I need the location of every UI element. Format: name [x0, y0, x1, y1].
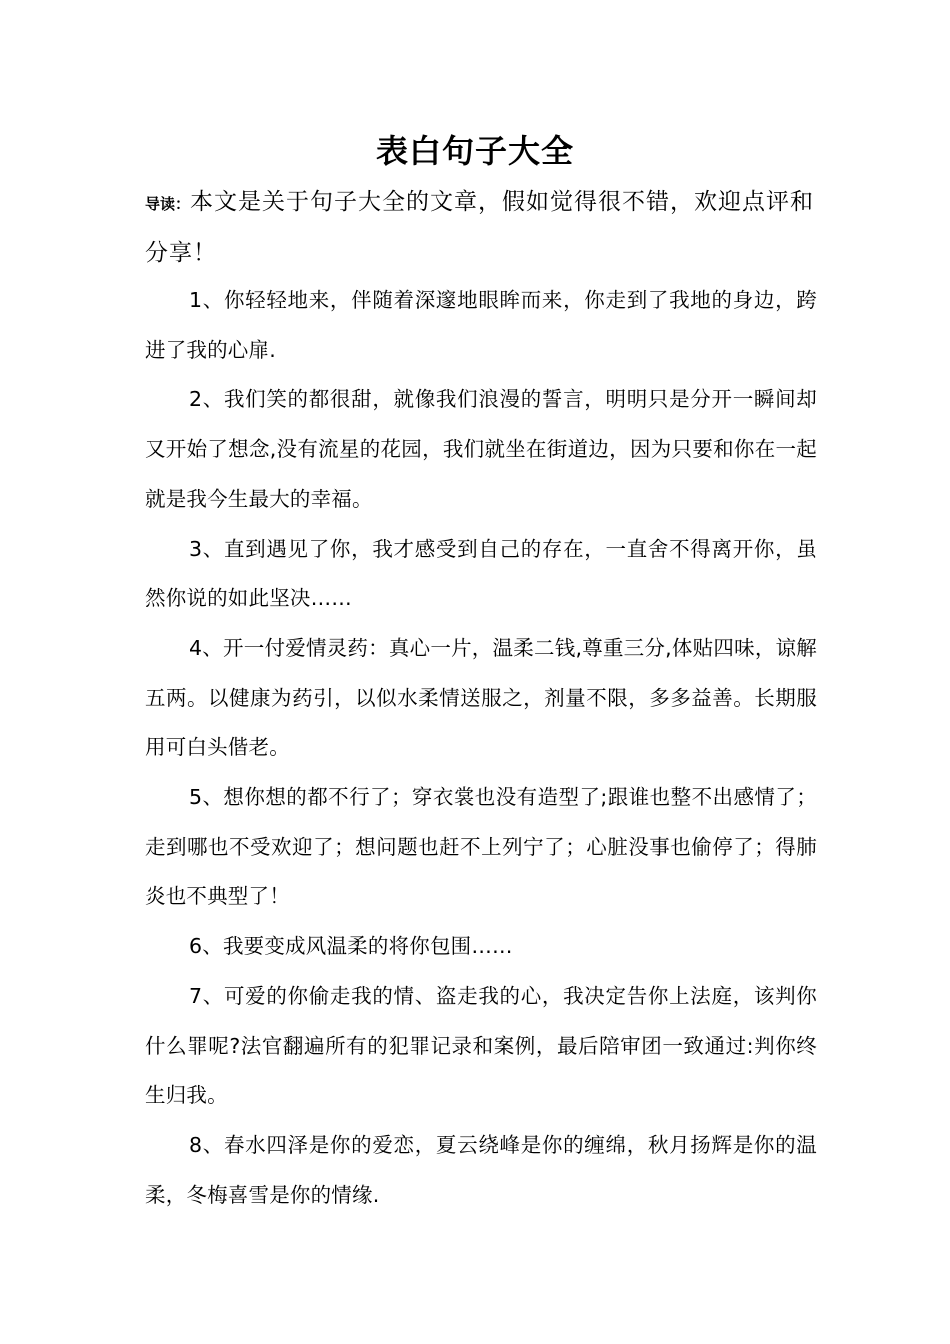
- paragraph-5: 5、想你想的都不行了；穿衣裳也没有造型了;跟谁也整不出感情了；走到哪也不受欢迎了；想问题也赶不上列宁了；心脏没事也偷停了；得肺炎也不典型了！: [145, 785, 817, 909]
- paragraph-7: 7、可爱的你偷走我的情、盗走我的心，我决定告你上法庭，该判你什么罪呢?法官翻遍所有的犯罪记录和案例，最后陪审团一致通过:判你终生归我。: [145, 983, 817, 1108]
- paragraph-4: 4、开一付爱情灵药：真心一片，温柔二钱,尊重三分,体贴四味，谅解五两。以健康为药引，以似水柔情送服之，剂量不限，多多益善。长期服用可白头偕老。: [145, 635, 817, 760]
- paragraph-2: 2、我们笑的都很甜，就像我们浪漫的誓言，明明只是分开一瞬间却又开始了想念,没有流星的花园，我们就坐在街道边，因为只要和你在一起就是我今生最大的幸福。: [145, 387, 817, 511]
- paragraph-1: 1、你轻轻地来，伴随着深邃地眼眸而来，你走到了我地的身边，跨进了我的心扉.: [145, 288, 817, 362]
- intro-block: [145, 178, 815, 278]
- paragraph-6: 6、我要变成风温柔的将你包围……: [189, 934, 513, 959]
- paragraph-list: [145, 276, 817, 1220]
- paragraph-8: 8、春水四泽是你的爱恋，夏云绕峰是你的缠绵，秋月扬辉是你的温柔，冬梅喜雪是你的情缘.: [145, 1132, 817, 1207]
- paragraph-3: 3、直到遇见了你，我才感受到自己的存在，一直舍不得离开你，虽然你说的如此坚决……: [145, 536, 817, 611]
- intro-text: 本文是关于句子大全的文章，假如觉得很不错，欢迎点评和分享！: [145, 189, 815, 266]
- intro-label: 导读：: [145, 195, 191, 213]
- document-title: 表白句子大全: [375, 132, 574, 170]
